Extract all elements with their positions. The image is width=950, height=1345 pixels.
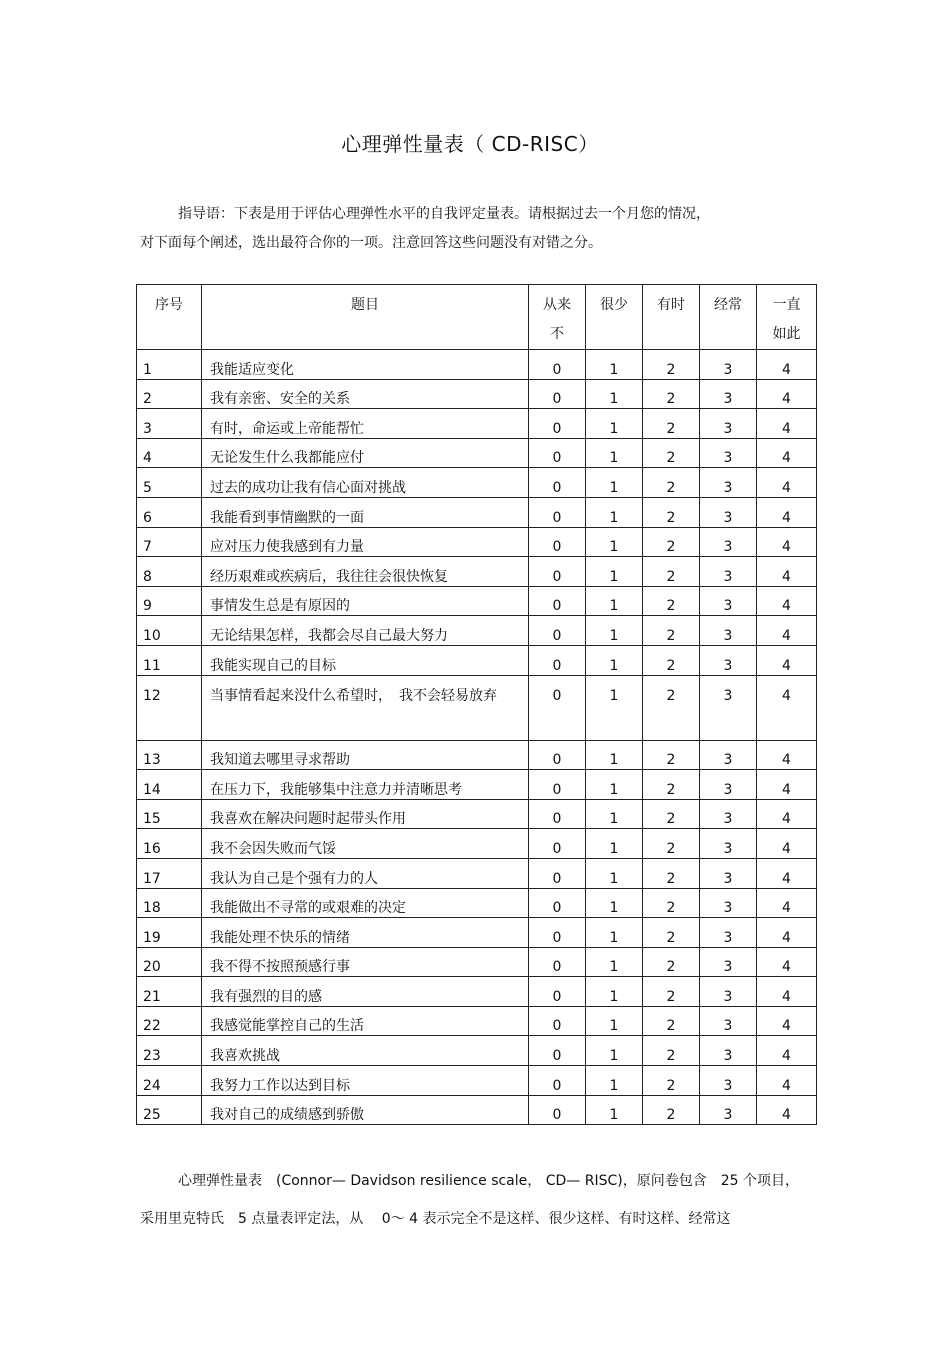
table-row <box>137 770 817 800</box>
score-option-3: 3 <box>700 616 757 646</box>
score-option-1: 1 <box>586 918 643 948</box>
row-question-cell <box>202 675 529 740</box>
table-row <box>137 438 817 468</box>
row-number-cell <box>137 438 202 468</box>
row-number: 6 <box>143 509 152 526</box>
row-number-cell <box>137 740 202 770</box>
score-option-2: 2 <box>643 770 700 800</box>
score-option-4: 4 <box>757 977 817 1007</box>
score-option-2: 2 <box>643 497 700 527</box>
score-option-3: 3 <box>700 497 757 527</box>
score-option-2: 2 <box>643 888 700 918</box>
row-question-cell <box>202 645 529 675</box>
row-question: 事情发生总是有原因的 <box>210 598 350 615</box>
header-opt4 <box>757 285 817 350</box>
score-option-1: 1 <box>586 586 643 616</box>
row-number: 1 <box>143 361 152 378</box>
score-option-1: 1 <box>586 438 643 468</box>
table-body <box>137 350 817 1125</box>
header-question: 题目 <box>202 285 529 350</box>
score-option-0: 0 <box>529 770 586 800</box>
score-option-1: 1 <box>586 1006 643 1036</box>
score-option-1: 1 <box>586 497 643 527</box>
score-option-3: 3 <box>700 438 757 468</box>
table-row <box>137 586 817 616</box>
score-option-4: 4 <box>757 438 817 468</box>
row-number: 21 <box>143 988 161 1005</box>
score-option-3: 3 <box>700 675 757 740</box>
score-option-0: 0 <box>529 468 586 498</box>
row-question-cell <box>202 379 529 409</box>
row-number-cell <box>137 947 202 977</box>
table-header-row <box>137 285 817 350</box>
table-row <box>137 918 817 948</box>
table-row <box>137 858 817 888</box>
table-row <box>137 409 817 439</box>
table-row <box>137 799 817 829</box>
score-option-4: 4 <box>757 918 817 948</box>
score-option-4: 4 <box>757 858 817 888</box>
row-number-cell <box>137 468 202 498</box>
score-option-0: 0 <box>529 829 586 859</box>
score-option-2: 2 <box>643 829 700 859</box>
table-row <box>137 740 817 770</box>
score-option-0: 0 <box>529 497 586 527</box>
row-number: 9 <box>143 598 152 615</box>
row-question-cell <box>202 438 529 468</box>
score-option-0: 0 <box>529 740 586 770</box>
row-question: 我不得不按照预感行事 <box>210 959 350 976</box>
score-option-0: 0 <box>529 409 586 439</box>
score-option-1: 1 <box>586 1095 643 1125</box>
row-question: 过去的成功让我有信心面对挑战 <box>210 479 406 496</box>
score-option-2: 2 <box>643 1066 700 1096</box>
row-number-cell <box>137 497 202 527</box>
row-question: 我感觉能掌控自己的生活 <box>210 1018 364 1035</box>
row-question-cell <box>202 888 529 918</box>
instructions-line-1: 指导语：下表是用于评估心理弹性水平的自我评定量表。请根据过去一个月您的情况， <box>178 206 710 222</box>
table-row <box>137 645 817 675</box>
row-question-cell <box>202 740 529 770</box>
row-number: 23 <box>143 1048 161 1065</box>
header-opt0-line1: 从来 <box>543 297 571 313</box>
score-option-4: 4 <box>757 616 817 646</box>
score-option-4: 4 <box>757 527 817 557</box>
score-option-1: 1 <box>586 350 643 380</box>
row-number: 16 <box>143 840 161 857</box>
row-number-cell <box>137 858 202 888</box>
row-question-cell <box>202 1066 529 1096</box>
table-row <box>137 527 817 557</box>
score-option-2: 2 <box>643 557 700 587</box>
score-option-2: 2 <box>643 799 700 829</box>
row-question: 我知道去哪里寻求帮助 <box>210 752 350 769</box>
header-num: 序号 <box>137 285 202 350</box>
score-option-4: 4 <box>757 829 817 859</box>
score-option-3: 3 <box>700 586 757 616</box>
row-number-cell <box>137 557 202 587</box>
header-opt1: 很少 <box>586 285 643 350</box>
row-number: 8 <box>143 568 152 585</box>
score-option-4: 4 <box>757 379 817 409</box>
score-option-3: 3 <box>700 409 757 439</box>
score-option-2: 2 <box>643 1036 700 1066</box>
score-option-3: 3 <box>700 799 757 829</box>
page-title: 心理弹性量表（ CD-RISC） <box>341 132 599 156</box>
footer-line-1: 心理弹性量表 (Connor— Davidson resilience scale， CD— RISC)，原问卷包含 25 个项目， <box>178 1173 799 1189</box>
score-option-2: 2 <box>643 409 700 439</box>
row-question: 我能实现自己的目标 <box>210 657 336 674</box>
score-option-4: 4 <box>757 675 817 740</box>
row-question: 我能做出不寻常的或艰难的决定 <box>210 900 406 917</box>
score-option-0: 0 <box>529 350 586 380</box>
score-option-0: 0 <box>529 616 586 646</box>
score-option-3: 3 <box>700 888 757 918</box>
score-option-2: 2 <box>643 740 700 770</box>
table-row <box>137 557 817 587</box>
score-option-3: 3 <box>700 770 757 800</box>
row-number-cell <box>137 675 202 740</box>
score-option-3: 3 <box>700 977 757 1007</box>
row-question: 有时，命运或上帝能帮忙 <box>210 420 364 437</box>
table-row <box>137 1036 817 1066</box>
table-row <box>137 977 817 1007</box>
row-number: 22 <box>143 1018 161 1035</box>
score-option-0: 0 <box>529 1036 586 1066</box>
row-question-cell <box>202 770 529 800</box>
score-option-4: 4 <box>757 557 817 587</box>
row-number: 17 <box>143 870 161 887</box>
score-option-0: 0 <box>529 888 586 918</box>
score-option-2: 2 <box>643 1006 700 1036</box>
table-row <box>137 888 817 918</box>
header-opt4-line1: 一直 <box>772 297 801 313</box>
header-opt0 <box>529 285 586 350</box>
score-option-0: 0 <box>529 1066 586 1096</box>
row-question: 我能适应变化 <box>210 361 294 378</box>
row-number-cell <box>137 829 202 859</box>
score-option-3: 3 <box>700 918 757 948</box>
row-number-cell <box>137 799 202 829</box>
score-option-1: 1 <box>586 829 643 859</box>
score-option-1: 1 <box>586 858 643 888</box>
row-question-cell <box>202 409 529 439</box>
score-option-1: 1 <box>586 675 643 740</box>
table-row <box>137 1066 817 1096</box>
score-option-2: 2 <box>643 1095 700 1125</box>
score-option-1: 1 <box>586 409 643 439</box>
scale-table <box>136 284 817 1125</box>
row-number: 25 <box>143 1107 161 1124</box>
row-question-cell <box>202 1036 529 1066</box>
row-number: 10 <box>143 627 161 644</box>
instructions-line-2: 对下面每个阐述，选出最符合你的一项。注意回答这些问题没有对错之分。 <box>140 235 602 251</box>
score-option-3: 3 <box>700 645 757 675</box>
row-question-cell <box>202 977 529 1007</box>
table-row <box>137 1006 817 1036</box>
score-option-0: 0 <box>529 586 586 616</box>
row-number-cell <box>137 770 202 800</box>
row-number-cell <box>137 918 202 948</box>
row-number-cell <box>137 350 202 380</box>
row-question-cell <box>202 799 529 829</box>
header-opt3: 经常 <box>700 285 757 350</box>
row-question-cell <box>202 829 529 859</box>
score-option-1: 1 <box>586 379 643 409</box>
score-option-0: 0 <box>529 645 586 675</box>
score-option-2: 2 <box>643 350 700 380</box>
row-question: 在压力下，我能够集中注意力并清晰思考 <box>210 781 462 798</box>
row-number-cell <box>137 527 202 557</box>
score-option-1: 1 <box>586 616 643 646</box>
score-option-3: 3 <box>700 947 757 977</box>
row-number: 2 <box>143 391 152 408</box>
score-option-3: 3 <box>700 829 757 859</box>
score-option-2: 2 <box>643 379 700 409</box>
row-question-cell <box>202 586 529 616</box>
row-question-cell <box>202 858 529 888</box>
score-option-1: 1 <box>586 527 643 557</box>
score-option-4: 4 <box>757 468 817 498</box>
score-option-2: 2 <box>643 438 700 468</box>
row-question: 我认为自己是个强有力的人 <box>210 870 378 887</box>
score-option-2: 2 <box>643 918 700 948</box>
row-question-cell <box>202 1006 529 1036</box>
row-question: 我能处理不快乐的情绪 <box>210 929 350 946</box>
row-number: 3 <box>143 420 152 437</box>
score-option-1: 1 <box>586 770 643 800</box>
row-number-cell <box>137 645 202 675</box>
score-option-1: 1 <box>586 557 643 587</box>
row-question-cell <box>202 497 529 527</box>
score-option-3: 3 <box>700 1036 757 1066</box>
score-option-2: 2 <box>643 858 700 888</box>
score-option-0: 0 <box>529 858 586 888</box>
row-question-cell <box>202 527 529 557</box>
row-number: 20 <box>143 959 161 976</box>
row-question-cell <box>202 557 529 587</box>
row-question: 我能看到事情幽默的一面 <box>210 509 364 526</box>
row-question-cell <box>202 616 529 646</box>
score-option-4: 4 <box>757 1066 817 1096</box>
score-option-3: 3 <box>700 1095 757 1125</box>
score-option-2: 2 <box>643 527 700 557</box>
score-option-4: 4 <box>757 645 817 675</box>
row-question: 我努力工作以达到目标 <box>210 1077 350 1094</box>
row-question: 我有强烈的目的感 <box>210 988 322 1005</box>
score-option-1: 1 <box>586 740 643 770</box>
row-number: 19 <box>143 929 161 946</box>
score-option-0: 0 <box>529 379 586 409</box>
score-option-4: 4 <box>757 740 817 770</box>
row-number: 7 <box>143 539 152 556</box>
score-option-0: 0 <box>529 918 586 948</box>
row-question: 经历艰难或疾病后，我往往会很快恢复 <box>210 568 448 585</box>
row-number-cell <box>137 616 202 646</box>
score-option-0: 0 <box>529 1006 586 1036</box>
score-option-4: 4 <box>757 1036 817 1066</box>
row-number: 15 <box>143 811 161 828</box>
row-number: 12 <box>143 687 161 704</box>
score-option-0: 0 <box>529 1095 586 1125</box>
row-number-cell <box>137 409 202 439</box>
score-option-2: 2 <box>643 645 700 675</box>
score-option-2: 2 <box>643 977 700 1007</box>
score-option-2: 2 <box>643 675 700 740</box>
table-row <box>137 468 817 498</box>
row-number: 4 <box>143 450 152 467</box>
score-option-3: 3 <box>700 1066 757 1096</box>
row-question-cell <box>202 1095 529 1125</box>
score-option-1: 1 <box>586 947 643 977</box>
score-option-3: 3 <box>700 527 757 557</box>
row-number-cell <box>137 1095 202 1125</box>
row-number-cell <box>137 888 202 918</box>
row-question: 我不会因失败而气馁 <box>210 840 336 857</box>
score-option-4: 4 <box>757 1095 817 1125</box>
row-number: 13 <box>143 752 161 769</box>
score-option-3: 3 <box>700 350 757 380</box>
header-opt2: 有时 <box>643 285 700 350</box>
score-option-0: 0 <box>529 799 586 829</box>
row-question: 应对压力使我感到有力量 <box>210 539 364 556</box>
row-number-cell <box>137 379 202 409</box>
score-option-3: 3 <box>700 379 757 409</box>
row-number: 11 <box>143 657 161 674</box>
score-option-4: 4 <box>757 1006 817 1036</box>
score-option-3: 3 <box>700 1006 757 1036</box>
row-question-cell <box>202 468 529 498</box>
score-option-0: 0 <box>529 438 586 468</box>
score-option-1: 1 <box>586 888 643 918</box>
table-row <box>137 675 817 740</box>
row-question-cell <box>202 918 529 948</box>
row-number: 18 <box>143 900 161 917</box>
row-number-cell <box>137 1006 202 1036</box>
score-option-4: 4 <box>757 586 817 616</box>
score-option-3: 3 <box>700 557 757 587</box>
table-row <box>137 947 817 977</box>
score-option-4: 4 <box>757 497 817 527</box>
row-question: 我喜欢挑战 <box>210 1048 280 1065</box>
row-number: 14 <box>143 781 161 798</box>
score-option-1: 1 <box>586 1066 643 1096</box>
row-number-cell <box>137 1036 202 1066</box>
footer-text <box>140 1162 820 1238</box>
header-opt4-line2: 如此 <box>772 326 801 342</box>
row-question: 无论结果怎样，我都会尽自己最大努力 <box>210 627 448 644</box>
row-number-cell <box>137 977 202 1007</box>
score-option-4: 4 <box>757 770 817 800</box>
table-row <box>137 829 817 859</box>
table-row <box>137 1095 817 1125</box>
score-option-4: 4 <box>757 888 817 918</box>
score-option-0: 0 <box>529 977 586 1007</box>
score-option-4: 4 <box>757 947 817 977</box>
table-row <box>137 379 817 409</box>
score-option-2: 2 <box>643 947 700 977</box>
row-number-cell <box>137 586 202 616</box>
row-question: 我有亲密、安全的关系 <box>210 391 350 408</box>
row-question: 无论发生什么我都能应付 <box>210 450 364 467</box>
score-option-1: 1 <box>586 1036 643 1066</box>
score-option-1: 1 <box>586 799 643 829</box>
score-option-3: 3 <box>700 468 757 498</box>
row-number-cell <box>137 1066 202 1096</box>
score-option-3: 3 <box>700 858 757 888</box>
score-option-4: 4 <box>757 409 817 439</box>
score-option-1: 1 <box>586 977 643 1007</box>
score-option-2: 2 <box>643 586 700 616</box>
table-row <box>137 350 817 380</box>
row-number: 5 <box>143 479 152 496</box>
instructions <box>140 200 780 258</box>
score-option-4: 4 <box>757 350 817 380</box>
row-question-cell <box>202 947 529 977</box>
score-option-2: 2 <box>643 616 700 646</box>
row-question: 当事情看起来没什么希望时， 我不会轻易放弃 <box>210 687 497 704</box>
footer-line-2: 采用里克特氏 5 点量表评定法，从 0～ 4 表示完全不是这样、很少这样、有时这样、经常这 <box>140 1211 731 1227</box>
score-option-0: 0 <box>529 557 586 587</box>
row-question: 我对自己的成绩感到骄傲 <box>210 1107 364 1124</box>
score-option-1: 1 <box>586 468 643 498</box>
score-option-0: 0 <box>529 675 586 740</box>
header-opt0-line2: 不 <box>550 326 564 342</box>
score-option-0: 0 <box>529 947 586 977</box>
score-option-1: 1 <box>586 645 643 675</box>
score-option-4: 4 <box>757 799 817 829</box>
score-option-0: 0 <box>529 527 586 557</box>
row-question-cell <box>202 350 529 380</box>
score-option-2: 2 <box>643 468 700 498</box>
row-question: 我喜欢在解决问题时起带头作用 <box>210 811 406 828</box>
score-option-3: 3 <box>700 740 757 770</box>
row-number: 24 <box>143 1077 161 1094</box>
table-row <box>137 497 817 527</box>
table-row <box>137 616 817 646</box>
